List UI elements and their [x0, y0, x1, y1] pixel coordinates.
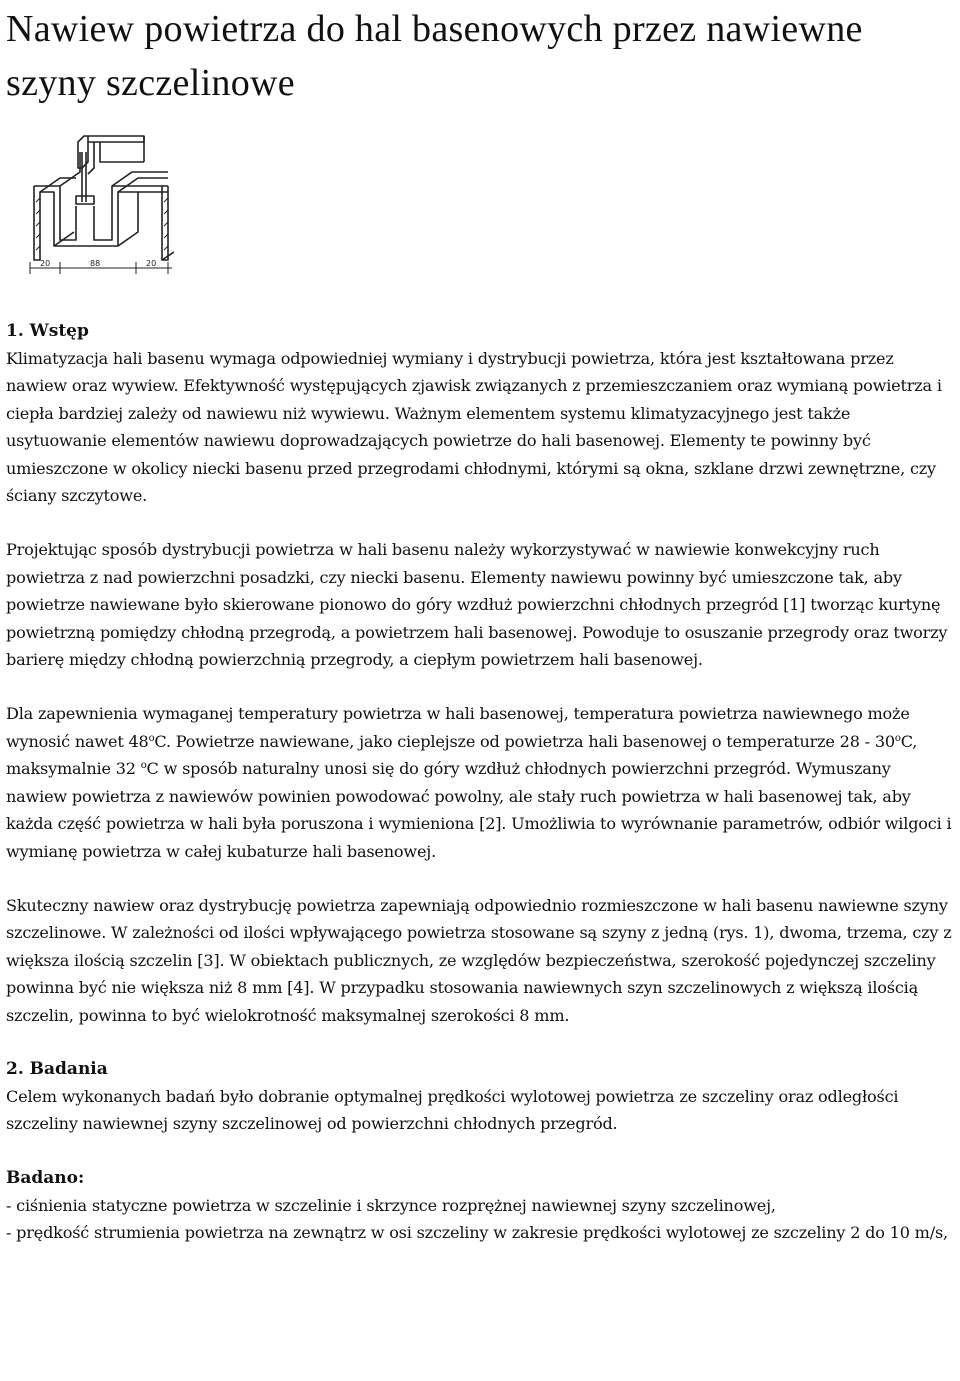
- paragraph-intro-3-part-c: C, maksymalnie 32: [6, 731, 918, 779]
- paragraph-intro-3-part-b: C. Powietrze nawiewane, jako cieplejsze od powietrza hali basenowej o temperaturze 28 - 30: [154, 731, 895, 751]
- degree-sup-3: o: [140, 760, 147, 772]
- paragraph-intro-3: [6, 700, 954, 864]
- research-subheading: Badano:: [6, 1167, 85, 1188]
- paragraph-intro-4: Skuteczny nawiew oraz dystrybucję powietrza zapewniają odpowiednio rozmieszczone w hali basenu nawiewne szyny szczelinowe. W zależności od ilości wpływającego powietrza stosowane są szyny z jedną (rys. 1), dwoma, trzema, czy z większa ilością szczelin [3]. W obiektach publicznych, ze względów bezpieczeństwa, szerokość pojedynczej szczeliny powinna być nie większa niż 8 mm [4]. W przypadku stosowania nawiewnych szyn szczelinowych z większą ilością szczelin, powinna to być wielokrotność maksymalnej szerokości 8 mm.: [6, 895, 952, 1025]
- paragraph-intro-3-part-a: Dla zapewnienia wymaganej temperatury powietrza w hali basenowej, temperatura powietrza nawiewnego może wynosić nawet 48: [6, 704, 910, 751]
- paragraph-intro-3-part-d: C w sposób naturalny unosi się do góry wzdłuż chłodnych powierzchni przegród. Wymuszany nawiew powietrza z nawiewów powinien powodować powolny, ale stały ruch powietrza w hali basenowej tak, aby każda część powietrza w hali była poruszona i wymieniona [2]. Umożliwia to wyrównanie parametrów, odbiór wilgoci i wymianę powietrza w całej kubaturze hali basenowej.: [6, 759, 952, 861]
- section-heading-research: 2. Badania: [6, 1058, 108, 1079]
- section-heading-intro: 1. Wstęp: [6, 321, 89, 341]
- dimension-label-right: 20: [146, 259, 157, 268]
- paragraph-research-1: Celem wykonanych badań było dobranie optymalnej prędkości wylotowej powietrza ze szczeliny oraz odległości szczeliny nawiewnej szyny szczelinowej od powierzchni chłodnych przegród.: [6, 1086, 899, 1134]
- list-item: - ciśnienia statyczne powietrza w szczelinie i skrzynce rozprężnej nawiewnej szyny szczelinowej,: [6, 1195, 776, 1215]
- page-title: Nawiew powietrza do hal basenowych przez nawiewne szyny szczelinowe: [6, 8, 863, 104]
- dimension-label-left: 20: [40, 259, 51, 268]
- slot-rail-figure: [24, 132, 174, 278]
- paragraph-intro-2: Projektując sposób dystrybucji powietrza w hali basenu należy wykorzystywać w nawiewie konwekcyjny ruch powietrza z nad powierzchni posadzki, czy niecki basenu. Elementy nawiewu powinny być umieszczone tak, aby powietrze nawiewane było skierowane pionowo do góry wzdłuż powierzchni chłodnych przegród [1] tworząc kurtynę powietrzną pomiędzy chłodną przegrodą, a powietrzem hali basenowej. Powoduje to osuszanie przegrody oraz tworzy barierę między chłodną powierzchnią przegrody, a ciepłym powietrzem hali basenowej.: [6, 540, 948, 670]
- document-page: [6, 0, 954, 1247]
- slot-rail-cross-section-icon: [24, 132, 174, 278]
- paragraph-intro-1: Klimatyzacja hali basenu wymaga odpowiedniej wymiany i dystrybucji powietrza, która jest kształtowana przez nawiew oraz wywiew. Efektywność występujących zjawisk związanych z przemieszczaniem oraz wymianą powietrza i ciepła bardziej zależy od nawiewu niż wywiewu. Ważnym elementem systemu klimatyzacyjnego jest także usytuowanie elementów nawiewu doprowadzających powietrze do hali basenowej. Elementy te powinny być umieszczone w okolicy niecki basenu przed przegrodami chłodnymi, którymi są okna, szklane drzwi zewnętrzne, czy ściany szczytowe.: [6, 349, 942, 506]
- degree-sup-2: o: [894, 732, 901, 744]
- dimension-label-middle: 88: [90, 259, 101, 268]
- list-item: - prędkość strumienia powietrza na zewnątrz w osi szczeliny w zakresie prędkości wylotowej ze szczeliny 2 do 10 m/s,: [6, 1223, 948, 1243]
- degree-sup-1: o: [148, 732, 155, 744]
